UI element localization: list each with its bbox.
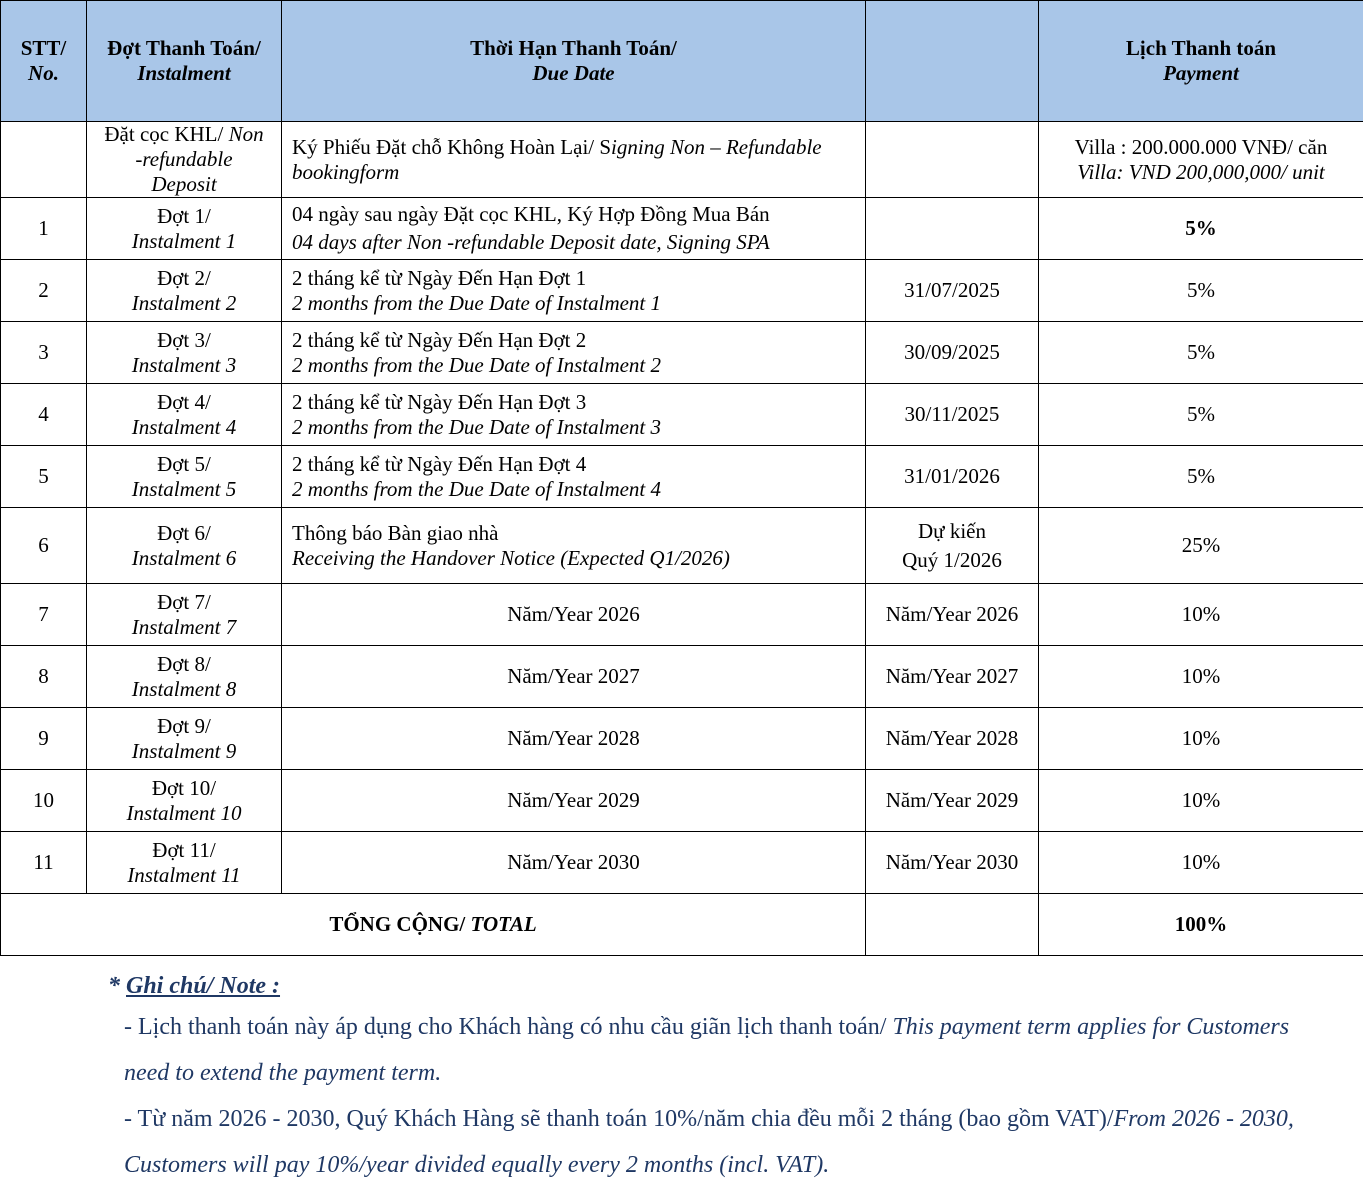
cell-date: Năm/Year 2026 bbox=[866, 584, 1039, 646]
header-instalment: Đợt Thanh Toán/ Instalment bbox=[87, 1, 282, 122]
cell-date bbox=[866, 122, 1039, 198]
cell-payment: 10% bbox=[1039, 584, 1363, 646]
cell-payment: 25% bbox=[1039, 508, 1363, 584]
total-date bbox=[866, 894, 1039, 956]
cell-due: Năm/Year 2029 bbox=[282, 770, 866, 832]
cell-instalment: Đợt 1/ Instalment 1 bbox=[87, 198, 282, 260]
cell-no: 2 bbox=[1, 260, 87, 322]
table-row bbox=[1, 770, 1363, 832]
cell-due: 2 tháng kể từ Ngày Đến Hạn Đợt 1 2 months from the Due Date of Instalment 1 bbox=[282, 260, 866, 322]
note-item-1: - Lịch thanh toán này áp dụng cho Khách hàng có nhu cầu giãn lịch thanh toán/ This payment term applies for Customers need to extend the payment term. bbox=[124, 1014, 1290, 1086]
cell-date: Năm/Year 2030 bbox=[866, 832, 1039, 894]
cell-due: Thông báo Bàn giao nhà Receiving the Handover Notice (Expected Q1/2026) bbox=[282, 508, 866, 584]
table-header-row bbox=[1, 1, 1363, 122]
table-row bbox=[1, 446, 1363, 508]
cell-date: Dự kiến Quý 1/2026 bbox=[866, 508, 1039, 584]
cell-no: 7 bbox=[1, 584, 87, 646]
table-row bbox=[1, 646, 1363, 708]
total-label: TỔNG CỘNG/ TOTAL bbox=[1, 894, 866, 956]
table-row-deposit bbox=[1, 122, 1363, 198]
cell-instalment: Đợt 4/ Instalment 4 bbox=[87, 384, 282, 446]
cell-no: 4 bbox=[1, 384, 87, 446]
header-payment: Lịch Thanh toán Payment bbox=[1039, 1, 1363, 122]
cell-instalment: Đợt 2/ Instalment 2 bbox=[87, 260, 282, 322]
cell-due: 2 tháng kể từ Ngày Đến Hạn Đợt 4 2 months from the Due Date of Instalment 4 bbox=[282, 446, 866, 508]
cell-instalment: Đợt 6/ Instalment 6 bbox=[87, 508, 282, 584]
cell-no: 5 bbox=[1, 446, 87, 508]
cell-payment: 10% bbox=[1039, 646, 1363, 708]
cell-date bbox=[866, 198, 1039, 260]
cell-payment: 10% bbox=[1039, 832, 1363, 894]
note-title: * Ghi chú/ Note : bbox=[108, 973, 281, 999]
cell-instalment: Đợt 5/ Instalment 5 bbox=[87, 446, 282, 508]
header-date bbox=[866, 1, 1039, 122]
cell-no: 6 bbox=[1, 508, 87, 584]
cell-instalment: Đợt 7/ Instalment 7 bbox=[87, 584, 282, 646]
cell-due: 04 ngày sau ngày Đặt cọc KHL, Ký Hợp Đồng Mua Bán 04 days after Non -refundable Deposit date, Signing SPA bbox=[282, 198, 866, 260]
table-row bbox=[1, 322, 1363, 384]
cell-no: 11 bbox=[1, 832, 87, 894]
cell-due: Ký Phiếu Đặt chỗ Không Hoàn Lại/ Signing Non – Refundable bookingform bbox=[282, 122, 866, 198]
table-row bbox=[1, 584, 1363, 646]
cell-date: Năm/Year 2029 bbox=[866, 770, 1039, 832]
table-row-total bbox=[1, 894, 1363, 956]
table-row bbox=[1, 708, 1363, 770]
table-row bbox=[1, 384, 1363, 446]
cell-instalment: Đợt 8/ Instalment 8 bbox=[87, 646, 282, 708]
note-section bbox=[108, 968, 1308, 1188]
cell-instalment: Đợt 9/ Instalment 9 bbox=[87, 708, 282, 770]
cell-payment: Villa : 200.000.000 VNĐ/ căn Villa: VND 200,000,000/ unit bbox=[1039, 122, 1363, 198]
cell-date: Năm/Year 2027 bbox=[866, 646, 1039, 708]
cell-instalment: Đợt 3/ Instalment 3 bbox=[87, 322, 282, 384]
header-due-date: Thời Hạn Thanh Toán/ Due Date bbox=[282, 1, 866, 122]
cell-instalment: Đặt cọc KHL/ Non -refundable Deposit bbox=[87, 122, 282, 198]
cell-due: Năm/Year 2028 bbox=[282, 708, 866, 770]
cell-payment: 5% bbox=[1039, 446, 1363, 508]
table-row bbox=[1, 832, 1363, 894]
cell-no: 9 bbox=[1, 708, 87, 770]
cell-due: 2 tháng kể từ Ngày Đến Hạn Đợt 3 2 months from the Due Date of Instalment 3 bbox=[282, 384, 866, 446]
cell-no: 3 bbox=[1, 322, 87, 384]
cell-no: 10 bbox=[1, 770, 87, 832]
cell-date: 30/09/2025 bbox=[866, 322, 1039, 384]
cell-payment: 10% bbox=[1039, 770, 1363, 832]
cell-payment: 5% bbox=[1039, 384, 1363, 446]
cell-date: Năm/Year 2028 bbox=[866, 708, 1039, 770]
cell-due: Năm/Year 2026 bbox=[282, 584, 866, 646]
cell-due: Năm/Year 2027 bbox=[282, 646, 866, 708]
cell-instalment: Đợt 10/ Instalment 10 bbox=[87, 770, 282, 832]
table-row bbox=[1, 508, 1363, 584]
cell-instalment: Đợt 11/ Instalment 11 bbox=[87, 832, 282, 894]
cell-due: 2 tháng kể từ Ngày Đến Hạn Đợt 2 2 months from the Due Date of Instalment 2 bbox=[282, 322, 866, 384]
note-item-2: - Từ năm 2026 - 2030, Quý Khách Hàng sẽ thanh toán 10%/năm chia đều mỗi 2 tháng (bao gồm VAT)/From 2026 - 2030, Customers will pay 10%/year divided equally every 2 months (incl. VAT). bbox=[124, 1106, 1294, 1178]
cell-payment: 5% bbox=[1039, 260, 1363, 322]
cell-no bbox=[1, 122, 87, 198]
total-payment: 100% bbox=[1039, 894, 1363, 956]
cell-date: 31/01/2026 bbox=[866, 446, 1039, 508]
cell-payment: 5% bbox=[1039, 198, 1363, 260]
cell-no: 8 bbox=[1, 646, 87, 708]
table-row bbox=[1, 260, 1363, 322]
cell-no: 1 bbox=[1, 198, 87, 260]
cell-date: 30/11/2025 bbox=[866, 384, 1039, 446]
cell-payment: 5% bbox=[1039, 322, 1363, 384]
cell-due: Năm/Year 2030 bbox=[282, 832, 866, 894]
cell-date: 31/07/2025 bbox=[866, 260, 1039, 322]
table-row bbox=[1, 198, 1363, 260]
header-stt: STT/ No. bbox=[1, 1, 87, 122]
cell-payment: 10% bbox=[1039, 708, 1363, 770]
